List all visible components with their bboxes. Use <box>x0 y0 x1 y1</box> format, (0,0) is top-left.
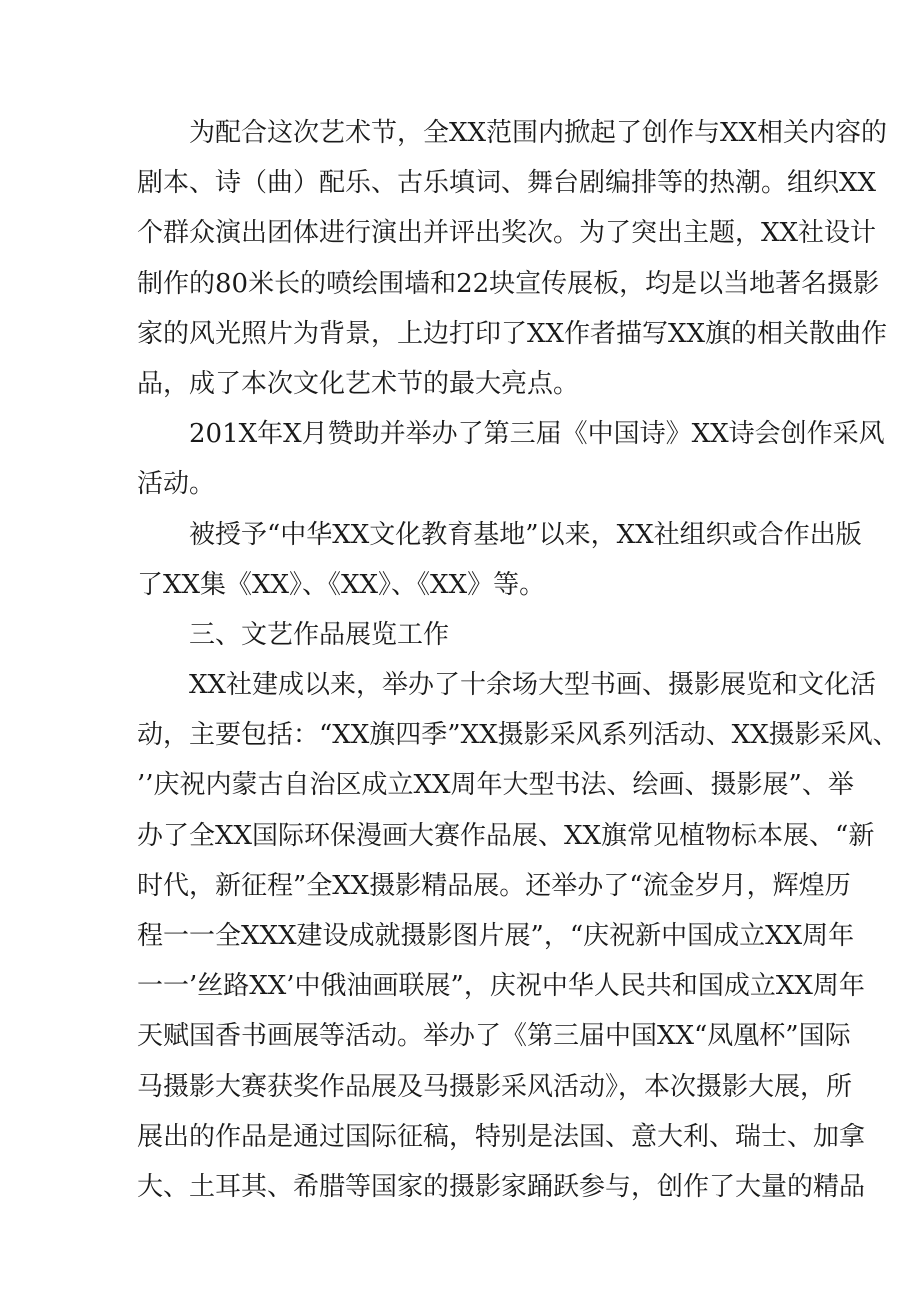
text-line: 被授予“中华XX文化教育基地”以来，XX社组织或合作出版 <box>189 519 862 550</box>
text-line: 家的风光照片为背景，上边打印了XX作者描写XX旗的相关散曲作 <box>137 318 888 349</box>
paragraph-poetry-event <box>137 409 885 509</box>
text-line: 品，成了本次文化艺术节的最大亮点。 <box>137 368 580 399</box>
text-line: 办了全XX国际环保漫画大赛作品展、XX旗常见植物标本展、“新 <box>137 820 875 851</box>
paragraph-education-base <box>137 510 862 610</box>
text-line: 201X年X月赞助并举办了第三届《中国诗》XX诗会创作采风 <box>189 419 885 450</box>
text-line: 活动。 <box>137 469 216 500</box>
text-line: 了XX集《XX》、《XX》、《XX》等。 <box>137 569 546 600</box>
text-line: 个群众演出团体进行演出并评出奖次。为了突出主题，XX社设计 <box>137 218 877 249</box>
text-line: 程一一全XXX建设成就摄影图片展”，“庆祝新中国成立XX周年 <box>137 921 855 951</box>
text-line: 大、土耳其、希腊等国家的摄影家踊跃参与，创作了大量的精品 <box>137 1171 866 1202</box>
text-line: 展出的作品是通过国际征稿，特别是法国、意大利、瑞士、加拿 <box>137 1121 866 1152</box>
text-line: 天赋国香书画展等活动。举办了《第三届中国XX“凤凰杯”国际 <box>137 1021 851 1052</box>
text-line: ’’庆祝内蒙古自治区成立XX周年大型书法、绘画、摄影展”、举 <box>137 770 854 801</box>
text-line: 时代，新征程”全XX摄影精品展。还举办了“流金岁月，辉煌历 <box>137 870 851 901</box>
text-line: 马摄影大赛获奖作品展及马摄影采风活动》，本次摄影大展，所 <box>137 1071 853 1102</box>
text-line: 剧本、诗（曲）配乐、古乐填词、舞台剧编排等的热潮。组织XX <box>137 168 877 199</box>
text-line: 为配合这次艺术节，全XX范围内掀起了创作与XX相关内容的 <box>189 118 888 148</box>
text-line: 制作的80米长的喷绘围墙和22块宣传展板，均是以当地著名摄影 <box>137 268 880 299</box>
document-body <box>137 108 899 1212</box>
text-line: 动，主要包括：“XX旗四季”XX摄影采风系列活动、XX摄影采风、 <box>137 720 899 751</box>
section-title: 三、文艺作品展览工作 <box>189 619 450 650</box>
text-line: 一一’丝路XX’中俄油画联展”，庆祝中华人民共和国成立XX周年 <box>137 971 865 1002</box>
section-heading <box>137 610 787 660</box>
paragraph-exhibitions <box>137 660 899 1212</box>
paragraph-art-festival <box>137 108 888 409</box>
text-line: XX社建成以来，举办了十余场大型书画、摄影展览和文化活 <box>189 670 877 701</box>
